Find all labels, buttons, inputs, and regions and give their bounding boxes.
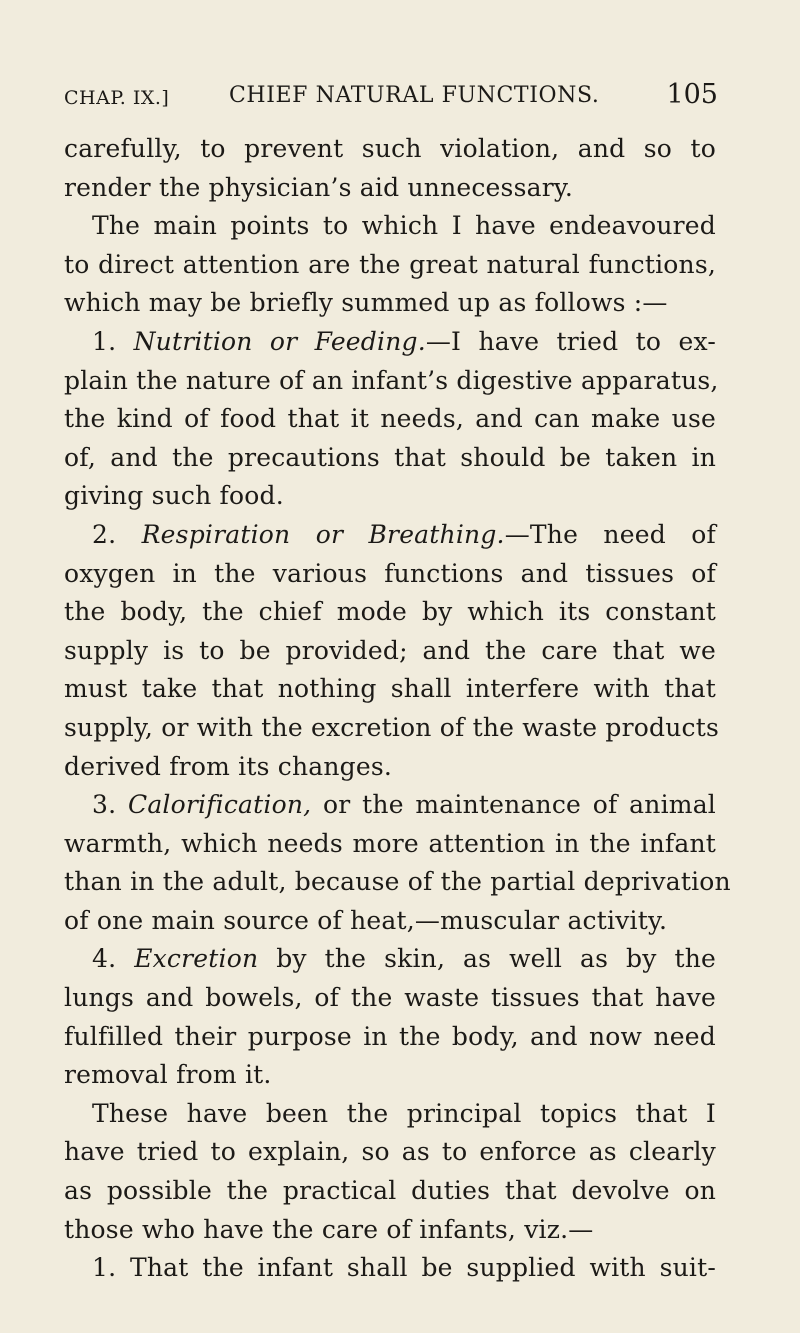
text-line: those who have the care of infants, viz.— <box>64 1214 594 1244</box>
text-line: to direct attention are the great natural functions, <box>64 249 716 279</box>
list-number: 2. <box>92 519 117 549</box>
text-line: render the physician’s aid unnecessary. <box>64 172 574 202</box>
page-title: CHIEF NATURAL FUNCTIONS. <box>229 83 600 108</box>
text-line: oxygen in the various functions and tissues of <box>64 558 716 588</box>
text-line: supply is to be provided; and the care that we <box>64 635 716 665</box>
text-line: of, and the precautions that should be taken in <box>64 442 716 472</box>
text-line: The main points to which I have endeavoured <box>92 211 716 241</box>
text-line: removal from it. <box>64 1060 272 1090</box>
text-line: of one main source of heat,—muscular activity. <box>64 905 668 935</box>
text-line: than in the adult, because of the partial deprivation <box>64 867 731 897</box>
list-number: 3. <box>92 790 117 820</box>
text-fragment: —I have tried to ex- <box>425 326 716 356</box>
text-line: the kind of food that it needs, and can make use <box>64 404 716 434</box>
list-number: 4. <box>92 944 117 974</box>
topic-title: Calorification, <box>127 790 312 820</box>
running-head <box>64 78 718 114</box>
list-item-heading <box>64 786 716 825</box>
text-fragment: —The need of <box>504 519 716 549</box>
text-line: giving such food. <box>64 481 284 511</box>
text-fragment: or the maintenance of animal <box>311 790 716 820</box>
list-item-heading <box>64 323 716 362</box>
list-item-heading <box>64 516 716 555</box>
text-line: plain the nature of an infant’s digestive apparatus, <box>64 365 719 395</box>
text-line: supply, or with the excretion of the waste products <box>64 712 719 742</box>
list-number: 1. <box>92 326 117 356</box>
text-line: as possible the practical duties that devolve on <box>64 1176 716 1206</box>
text-line: have tried to explain, so as to enforce as clearly <box>64 1137 716 1167</box>
topic-title: Respiration or Breathing. <box>141 519 505 549</box>
text-line: These have been the principal topics that I <box>92 1098 716 1128</box>
text-line: lungs and bowels, of the waste tissues that have <box>64 983 716 1013</box>
text-line: which may be briefly summed up as follows :— <box>64 288 668 318</box>
text-line: warmth, which needs more attention in the infant <box>64 828 716 858</box>
text-line: 1. That the infant shall be supplied with suit- <box>92 1253 716 1283</box>
chapter-label: CHAP. IX.] <box>64 87 170 109</box>
list-item-heading <box>64 940 716 979</box>
topic-title: Excretion <box>134 944 259 974</box>
body-text <box>64 130 731 1288</box>
text-fragment: by the skin, as well as by the <box>258 944 716 974</box>
text-line: the body, the chief mode by which its constant <box>64 597 716 627</box>
text-line: fulfilled their purpose in the body, and now need <box>64 1021 716 1051</box>
text-line: derived from its changes. <box>64 751 393 781</box>
page-number: 105 <box>666 79 718 110</box>
text-line: must take that nothing shall interfere with that <box>64 674 716 704</box>
topic-title: Nutrition or Feeding. <box>133 326 426 356</box>
text-line: carefully, to prevent such violation, and so to <box>64 134 716 163</box>
